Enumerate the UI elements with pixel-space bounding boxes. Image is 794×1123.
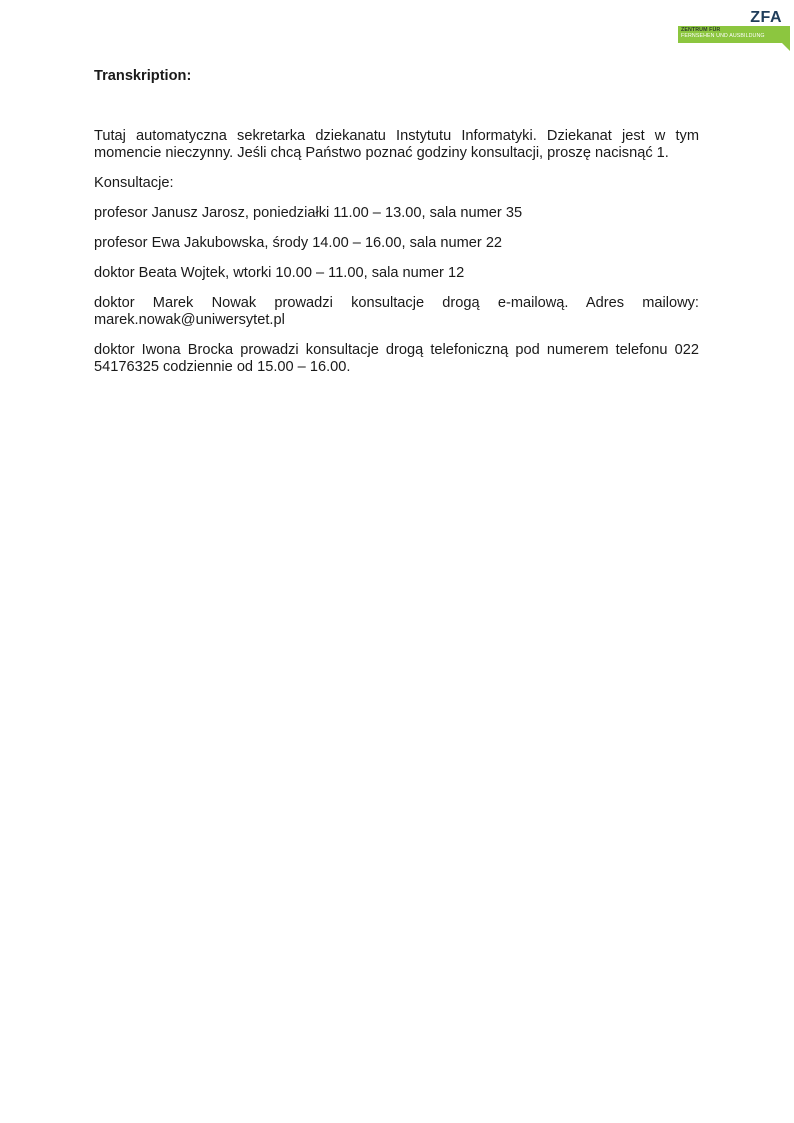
consultation-entry-jakubowska: profesor Ewa Jakubowska, środy 14.00 – 16.00, sala numer 22: [94, 235, 503, 251]
intro-paragraph: Tutaj automatyczna sekretarka dziekanatu Instytutu Informatyki. Dziekanat jest w tym momencie nieczynny. Jeśli chcą Państwo poznać godziny konsultacji, proszę nacisnąć 1.: [94, 128, 699, 161]
logo-subtitle-line1: ZENTRUM FÜR: [681, 27, 721, 33]
zfa-logo: [678, 9, 790, 51]
consultations-label: Konsultacje:: [94, 175, 174, 191]
document-heading: Transkription:: [94, 68, 192, 84]
logo-title: ZFA: [750, 9, 782, 26]
document-body: [94, 68, 699, 376]
consultation-entry-nowak: doktor Marek Nowak prowadzi konsultacje drogą e-mailową. Adres mailowy: marek.nowak@uniwersytet.pl: [94, 295, 699, 328]
logo-subtitle-line2: FERNSEHEN UND AUSBILDUNG: [681, 33, 765, 39]
consultation-entry-brocka: doktor Iwona Brocka prowadzi konsultacje drogą telefoniczną pod numerem telefonu 022 54176325 codziennie od 15.00 – 16.00.: [94, 342, 699, 375]
consultation-entry-jarosz: profesor Janusz Jarosz, poniedziałki 11.00 – 13.00, sala numer 35: [94, 205, 523, 221]
consultation-entry-wojtek: doktor Beata Wojtek, wtorki 10.00 – 11.00, sala numer 12: [94, 265, 465, 281]
